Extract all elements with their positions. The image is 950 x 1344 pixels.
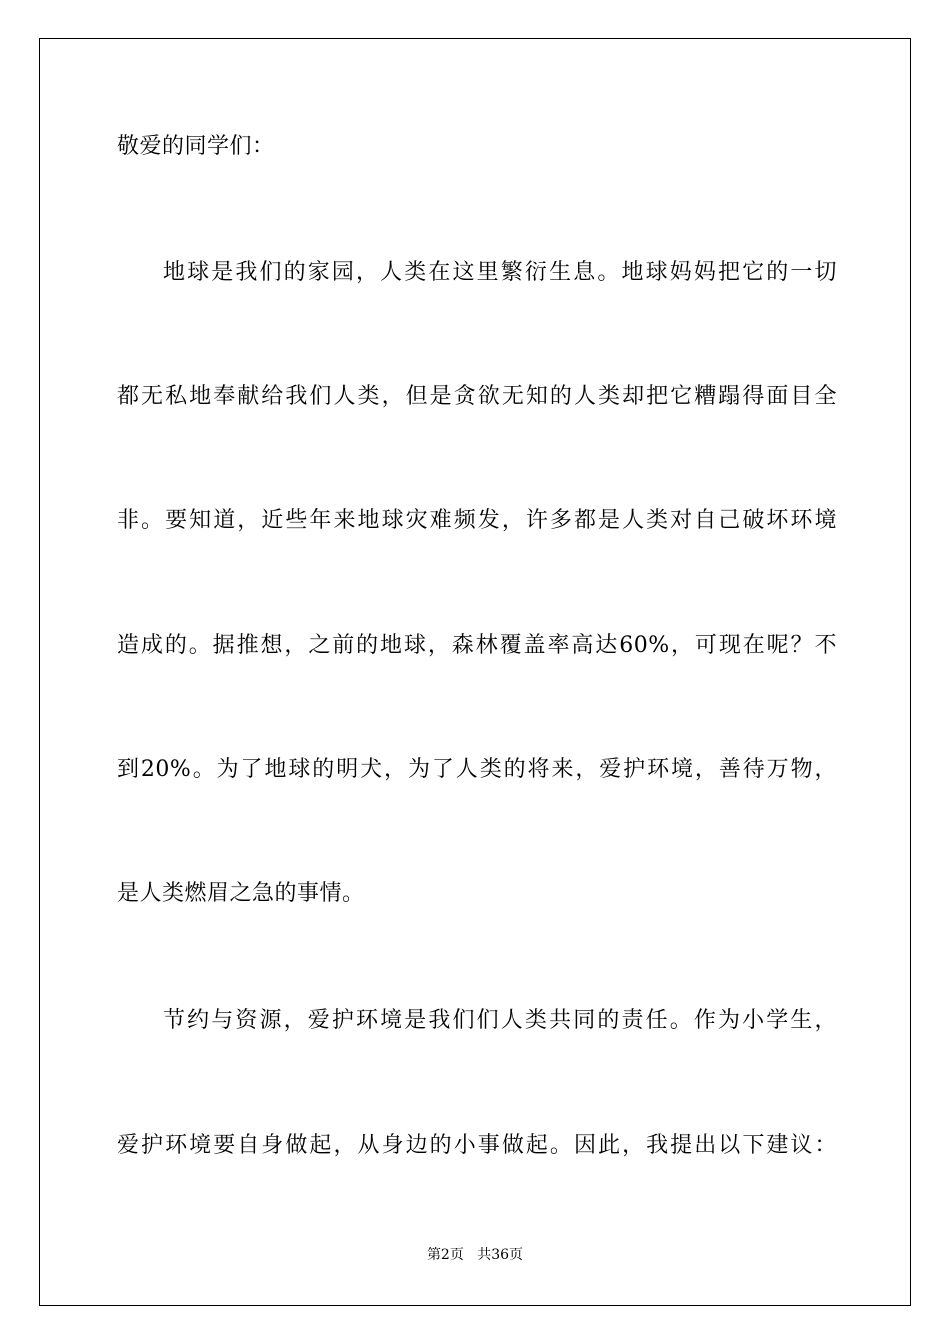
salutation: 敬爱的同学们： — [117, 134, 275, 159]
page-frame — [39, 38, 911, 1306]
paragraph-1-line-1: 地球是我们的家园，人类在这里繁衍生息。地球妈妈把它的一切 — [163, 260, 837, 285]
page-number: 第2页 — [426, 1247, 464, 1263]
paragraph-1-line-4: 造成的。据推想，之前的地球，森林覆盖率高达60%，可现在呢？不 — [117, 633, 837, 658]
paragraph-2-line-1: 节约与资源，爱护环境是我们们人类共同的责任。作为小学生， — [163, 1008, 837, 1033]
paragraph-1-line-5: 到20%。为了地球的明犬，为了人类的将来，爱护环境，善待万物， — [117, 757, 837, 782]
page-footer — [0, 1246, 950, 1264]
page-total: 共36页 — [477, 1247, 524, 1263]
paragraph-1-line-2: 都无私地奉献给我们人类，但是贪欲无知的人类却把它糟蹋得面目全 — [117, 384, 837, 409]
paragraph-1-line-3: 非。要知道，近些年来地球灾难频发，许多都是人类对自己破坏环境 — [117, 508, 837, 533]
paragraph-2-line-2: 爱护环境要自身做起，从身边的小事做起。因此，我提出以下建议： — [117, 1133, 837, 1158]
paragraph-1-line-6: 是人类燃眉之急的事情。 — [117, 881, 365, 906]
